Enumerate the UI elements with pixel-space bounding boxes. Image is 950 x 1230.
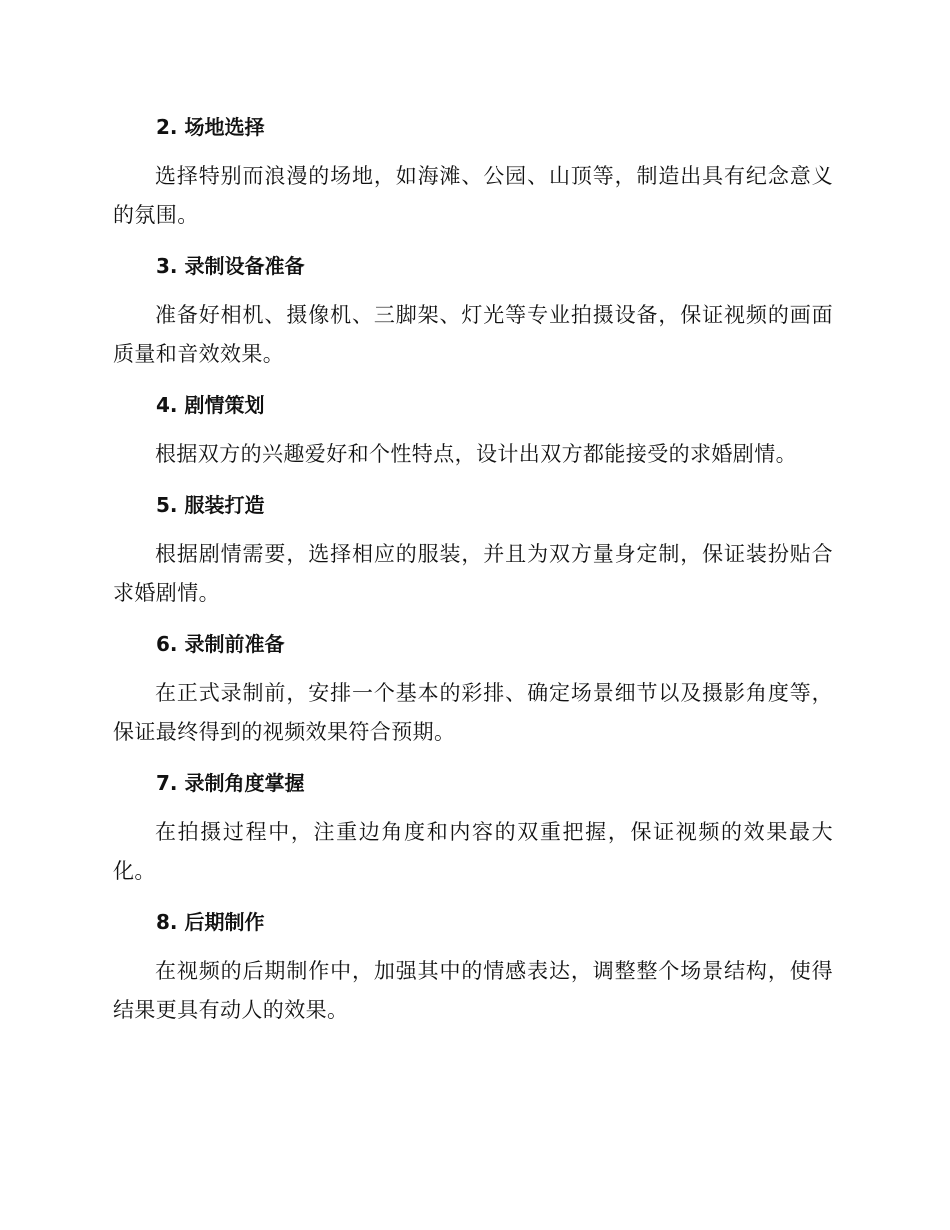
section-paragraph: 在视频的后期制作中，加强其中的情感表达，调整整个场景结构，使得结果更具有动人的效果。 — [113, 959, 833, 1022]
section-paragraph: 根据剧情需要，选择相应的服装，并且为双方量身定制，保证装扮贴合求婚剧情。 — [113, 542, 833, 605]
section-paragraph: 选择特别而浪漫的场地，如海滩、公园、山顶等，制造出具有纪念意义的氛围。 — [113, 164, 833, 227]
section-heading: 2. 场地选择 — [156, 115, 265, 139]
section-pre-recording — [113, 625, 833, 752]
section-plot — [113, 386, 833, 474]
section-venue — [113, 108, 833, 235]
document-page — [113, 108, 833, 1042]
section-heading: 6. 录制前准备 — [156, 632, 285, 656]
section-paragraph: 根据双方的兴趣爱好和个性特点，设计出双方都能接受的求婚剧情。 — [155, 442, 797, 466]
section-paragraph: 在拍摄过程中，注重边角度和内容的双重把握，保证视频的效果最大化。 — [113, 820, 833, 883]
section-heading: 4. 剧情策划 — [156, 393, 265, 417]
section-costume — [113, 486, 833, 613]
section-equipment — [113, 247, 833, 374]
section-heading: 5. 服装打造 — [156, 493, 265, 517]
section-heading: 3. 录制设备准备 — [156, 254, 305, 278]
section-post-production — [113, 903, 833, 1030]
section-paragraph: 准备好相机、摄像机、三脚架、灯光等专业拍摄设备，保证视频的画面质量和音效效果。 — [113, 303, 833, 366]
section-paragraph: 在正式录制前，安排一个基本的彩排、确定场景细节以及摄影角度等，保证最终得到的视频效果符合预期。 — [113, 681, 833, 744]
section-heading: 8. 后期制作 — [156, 910, 265, 934]
section-angles — [113, 764, 833, 891]
section-heading: 7. 录制角度掌握 — [156, 771, 305, 795]
